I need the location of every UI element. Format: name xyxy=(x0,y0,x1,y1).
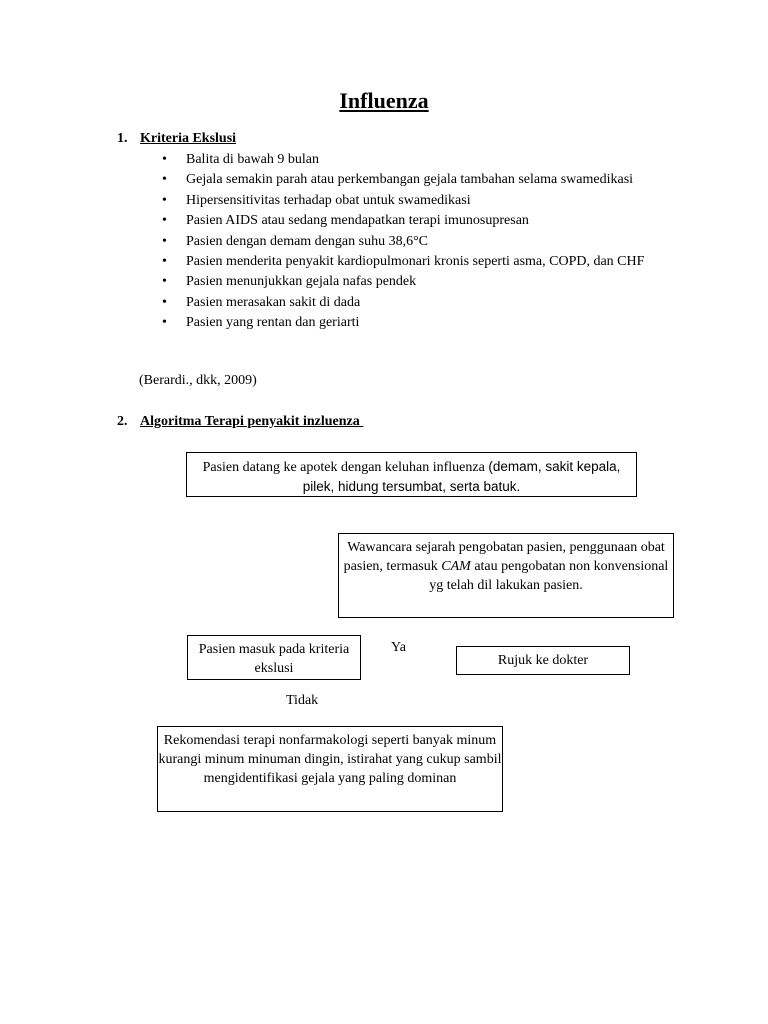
list-item-text: Pasien menunjukkan gejala nafas pendek xyxy=(186,274,417,290)
list-item xyxy=(162,313,675,333)
section-2-title: Algoritma Terapi penyakit inzluenza xyxy=(140,414,364,429)
list-item xyxy=(162,252,675,272)
bullet-icon: • xyxy=(162,254,167,270)
section-1-number: 1. xyxy=(117,131,128,146)
page-title: Influenza xyxy=(339,88,429,113)
flow-box-interview xyxy=(338,533,674,618)
citation: (Berardi., dkk, 2009) xyxy=(139,373,257,388)
flow-box-patient-arrives-text: Pasien datang ke apotek dengan keluhan influenza xyxy=(202,460,489,475)
flow-label-no: Tidak xyxy=(286,693,319,708)
bullet-icon: • xyxy=(162,172,167,188)
bullet-icon: • xyxy=(162,213,167,229)
section-1-heading xyxy=(117,131,236,147)
list-item-text: Pasien menderita penyakit kardiopulmonari kronis seperti asma, COPD, dan CHF xyxy=(186,254,645,270)
bullet-icon: • xyxy=(162,294,167,310)
section-1-title: Kriteria Ekslusi xyxy=(140,131,237,146)
bullet-icon: • xyxy=(162,192,167,208)
flow-box-exclusion-check xyxy=(187,635,361,680)
list-item-text: Pasien dengan demam dengan suhu 38,6°C xyxy=(186,233,428,249)
list-item-text: Pasien merasakan sakit di dada xyxy=(186,294,361,310)
flow-label-yes: Ya xyxy=(391,640,406,655)
list-item-text: Pasien AIDS atau sedang mendapatkan terapi imunosupresan xyxy=(186,213,529,229)
flow-box-interview-cam: CAM xyxy=(441,559,471,574)
section-2-heading xyxy=(117,414,363,430)
list-item-text: Gejala semakin parah atau perkembangan gejala tambahan selama swamedikasi xyxy=(186,172,634,188)
list-item xyxy=(162,272,675,292)
bullet-icon: • xyxy=(162,274,167,290)
bullet-icon: • xyxy=(162,315,167,331)
list-item xyxy=(162,211,675,231)
flow-box-interview-text-end: atau pengobatan non konvensional yg telah dil lakukan pasien. xyxy=(429,559,669,593)
list-item-text: Balita di bawah 9 bulan xyxy=(186,152,319,167)
flow-box-refer-doctor xyxy=(456,646,630,675)
bullet-icon: • xyxy=(162,233,167,249)
list-item xyxy=(162,191,675,211)
flow-box-patient-arrives xyxy=(186,452,637,497)
list-item xyxy=(162,232,675,252)
flow-box-interview-text: Wawancara sejarah pengobatan pasien, penggunaan obat pasien, termasuk xyxy=(343,540,665,574)
section-2-number: 2. xyxy=(117,414,128,429)
flow-box-nonpharm-recommendation-text: Rekomendasi terapi nonfarmakologi seperti banyak minum kurangi minum minuman dingin, istirahat yang cukup sambil mengidentifikasi gejala yang paling dominan xyxy=(158,733,502,786)
flow-box-patient-arrives-symptoms: (demam, sakit kepala, pilek, hidung tersumbat, serta batuk. xyxy=(302,459,621,494)
flow-box-nonpharm-recommendation xyxy=(157,726,503,812)
list-item xyxy=(162,170,675,190)
list-item xyxy=(162,293,675,313)
flow-box-refer-doctor-text: Rujuk ke dokter xyxy=(497,653,589,668)
list-item-text: Hipersensitivitas terhadap obat untuk swamedikasi xyxy=(186,192,471,208)
bullet-icon: • xyxy=(162,152,167,167)
list-item xyxy=(162,150,675,170)
exclusion-criteria-list xyxy=(162,150,675,334)
list-item-text: Pasien yang rentan dan geriarti xyxy=(186,315,360,331)
flow-box-exclusion-check-text: Pasien masuk pada kriteria ekslusi xyxy=(198,642,350,676)
